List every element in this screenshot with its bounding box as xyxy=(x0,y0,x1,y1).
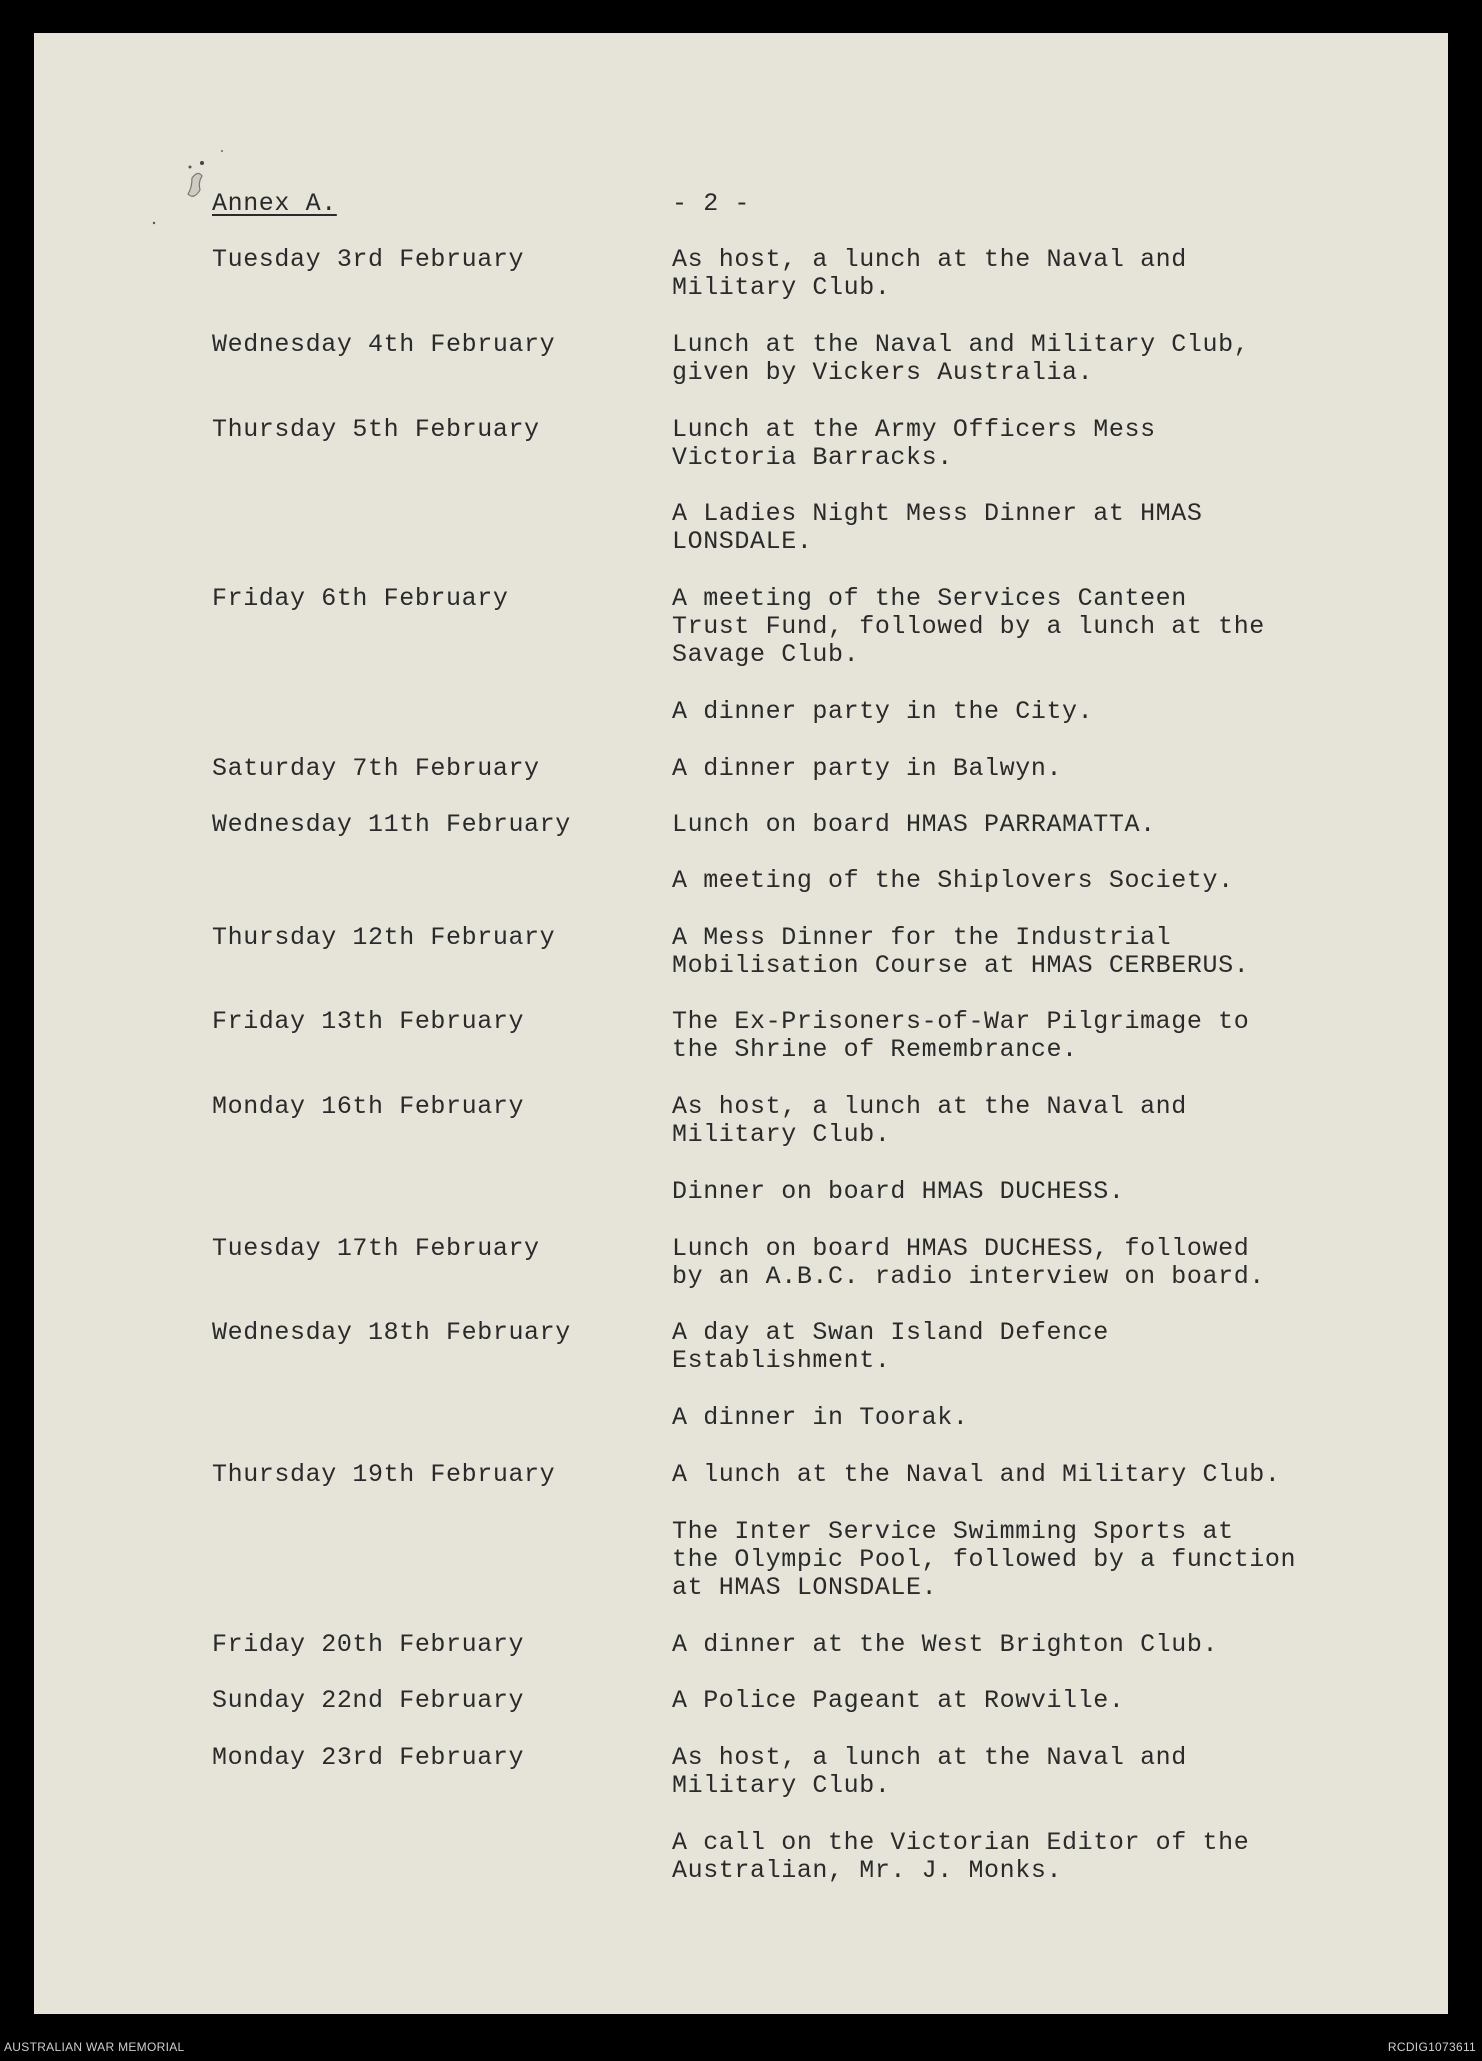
schedule-event-line: A dinner party in Balwyn. xyxy=(672,754,1063,783)
schedule-event-line: Savage Club. xyxy=(672,640,860,669)
schedule-date: Friday 6th February xyxy=(212,584,509,613)
schedule-event-line: As host, a lunch at the Naval and xyxy=(672,245,1187,274)
schedule-date: Monday 16th February xyxy=(212,1092,525,1121)
schedule-event-line: by an A.B.C. radio interview on board. xyxy=(672,1262,1265,1291)
schedule-event-line: the Olympic Pool, followed by a function xyxy=(672,1545,1297,1574)
schedule-event-line: the Shrine of Remembrance. xyxy=(672,1035,1078,1064)
schedule-event-line: Lunch at the Naval and Military Club, xyxy=(672,330,1250,359)
schedule-event-line: Trust Fund, followed by a lunch at the xyxy=(672,612,1265,641)
schedule-event-line: A Ladies Night Mess Dinner at HMAS xyxy=(672,499,1203,528)
schedule-event-line: Military Club. xyxy=(672,1120,891,1149)
schedule-date: Thursday 19th February xyxy=(212,1460,556,1489)
schedule-date: Wednesday 11th February xyxy=(212,810,571,839)
schedule-date: Wednesday 18th February xyxy=(212,1318,571,1347)
schedule-event-line: Australian, Mr. J. Monks. xyxy=(672,1856,1063,1885)
schedule-date: Tuesday 17th February xyxy=(212,1234,540,1263)
schedule-event-line: A day at Swan Island Defence xyxy=(672,1318,1109,1347)
schedule-event-line: Mobilisation Course at HMAS CERBERUS. xyxy=(672,951,1250,980)
schedule-date: Friday 20th February xyxy=(212,1630,525,1659)
schedule-event-line: Dinner on board HMAS DUCHESS. xyxy=(672,1177,1125,1206)
schedule-event-line: A meeting of the Shiplovers Society. xyxy=(672,866,1234,895)
schedule-event-line: LONSDALE. xyxy=(672,527,813,556)
schedule-event-line: at HMAS LONSDALE. xyxy=(672,1573,938,1602)
schedule-event-line: A dinner in Toorak. xyxy=(672,1403,969,1432)
schedule-event-line: The Ex-Prisoners-of-War Pilgrimage to xyxy=(672,1007,1250,1036)
annex-heading: Annex A. xyxy=(212,189,337,218)
schedule-event-line: Lunch at the Army Officers Mess xyxy=(672,415,1156,444)
schedule-event-line: Victoria Barracks. xyxy=(672,443,953,472)
schedule-event-line: Lunch on board HMAS DUCHESS, followed xyxy=(672,1234,1250,1263)
schedule-event-line: A lunch at the Naval and Military Club. xyxy=(672,1460,1281,1489)
archive-id: RCDIG1073611 xyxy=(1387,2040,1476,2054)
schedule-event-line: A meeting of the Services Canteen xyxy=(672,584,1187,613)
schedule-event-line: The Inter Service Swimming Sports at xyxy=(672,1517,1234,1546)
schedule-event-line: A dinner party in the City. xyxy=(672,697,1094,726)
schedule-event-line: given by Vickers Australia. xyxy=(672,358,1094,387)
schedule-date: Thursday 5th February xyxy=(212,415,540,444)
schedule-event-line: As host, a lunch at the Naval and xyxy=(672,1743,1187,1772)
schedule-event-line: A call on the Victorian Editor of the xyxy=(672,1828,1250,1857)
schedule-date: Sunday 22nd February xyxy=(212,1686,525,1715)
schedule-event-line: A dinner at the West Brighton Club. xyxy=(672,1630,1219,1659)
schedule-event-line: Military Club. xyxy=(672,273,891,302)
schedule-date: Monday 23rd February xyxy=(212,1743,525,1772)
schedule-event-line: Lunch on board HMAS PARRAMATTA. xyxy=(672,810,1156,839)
archive-credit: AUSTRALIAN WAR MEMORIAL xyxy=(4,2040,185,2054)
page-number: - 2 - xyxy=(672,189,751,218)
schedule-date: Wednesday 4th February xyxy=(212,330,556,359)
schedule-date: Tuesday 3rd February xyxy=(212,245,525,274)
schedule-date: Friday 13th February xyxy=(212,1007,525,1036)
schedule-date: Saturday 7th February xyxy=(212,754,540,783)
schedule-event-line: Establishment. xyxy=(672,1346,891,1375)
schedule-event-line: A Mess Dinner for the Industrial xyxy=(672,923,1172,952)
schedule-event-line: As host, a lunch at the Naval and xyxy=(672,1092,1187,1121)
schedule-date: Thursday 12th February xyxy=(212,923,556,952)
schedule-event-line: Military Club. xyxy=(672,1771,891,1800)
schedule-event-line: A Police Pageant at Rowville. xyxy=(672,1686,1125,1715)
